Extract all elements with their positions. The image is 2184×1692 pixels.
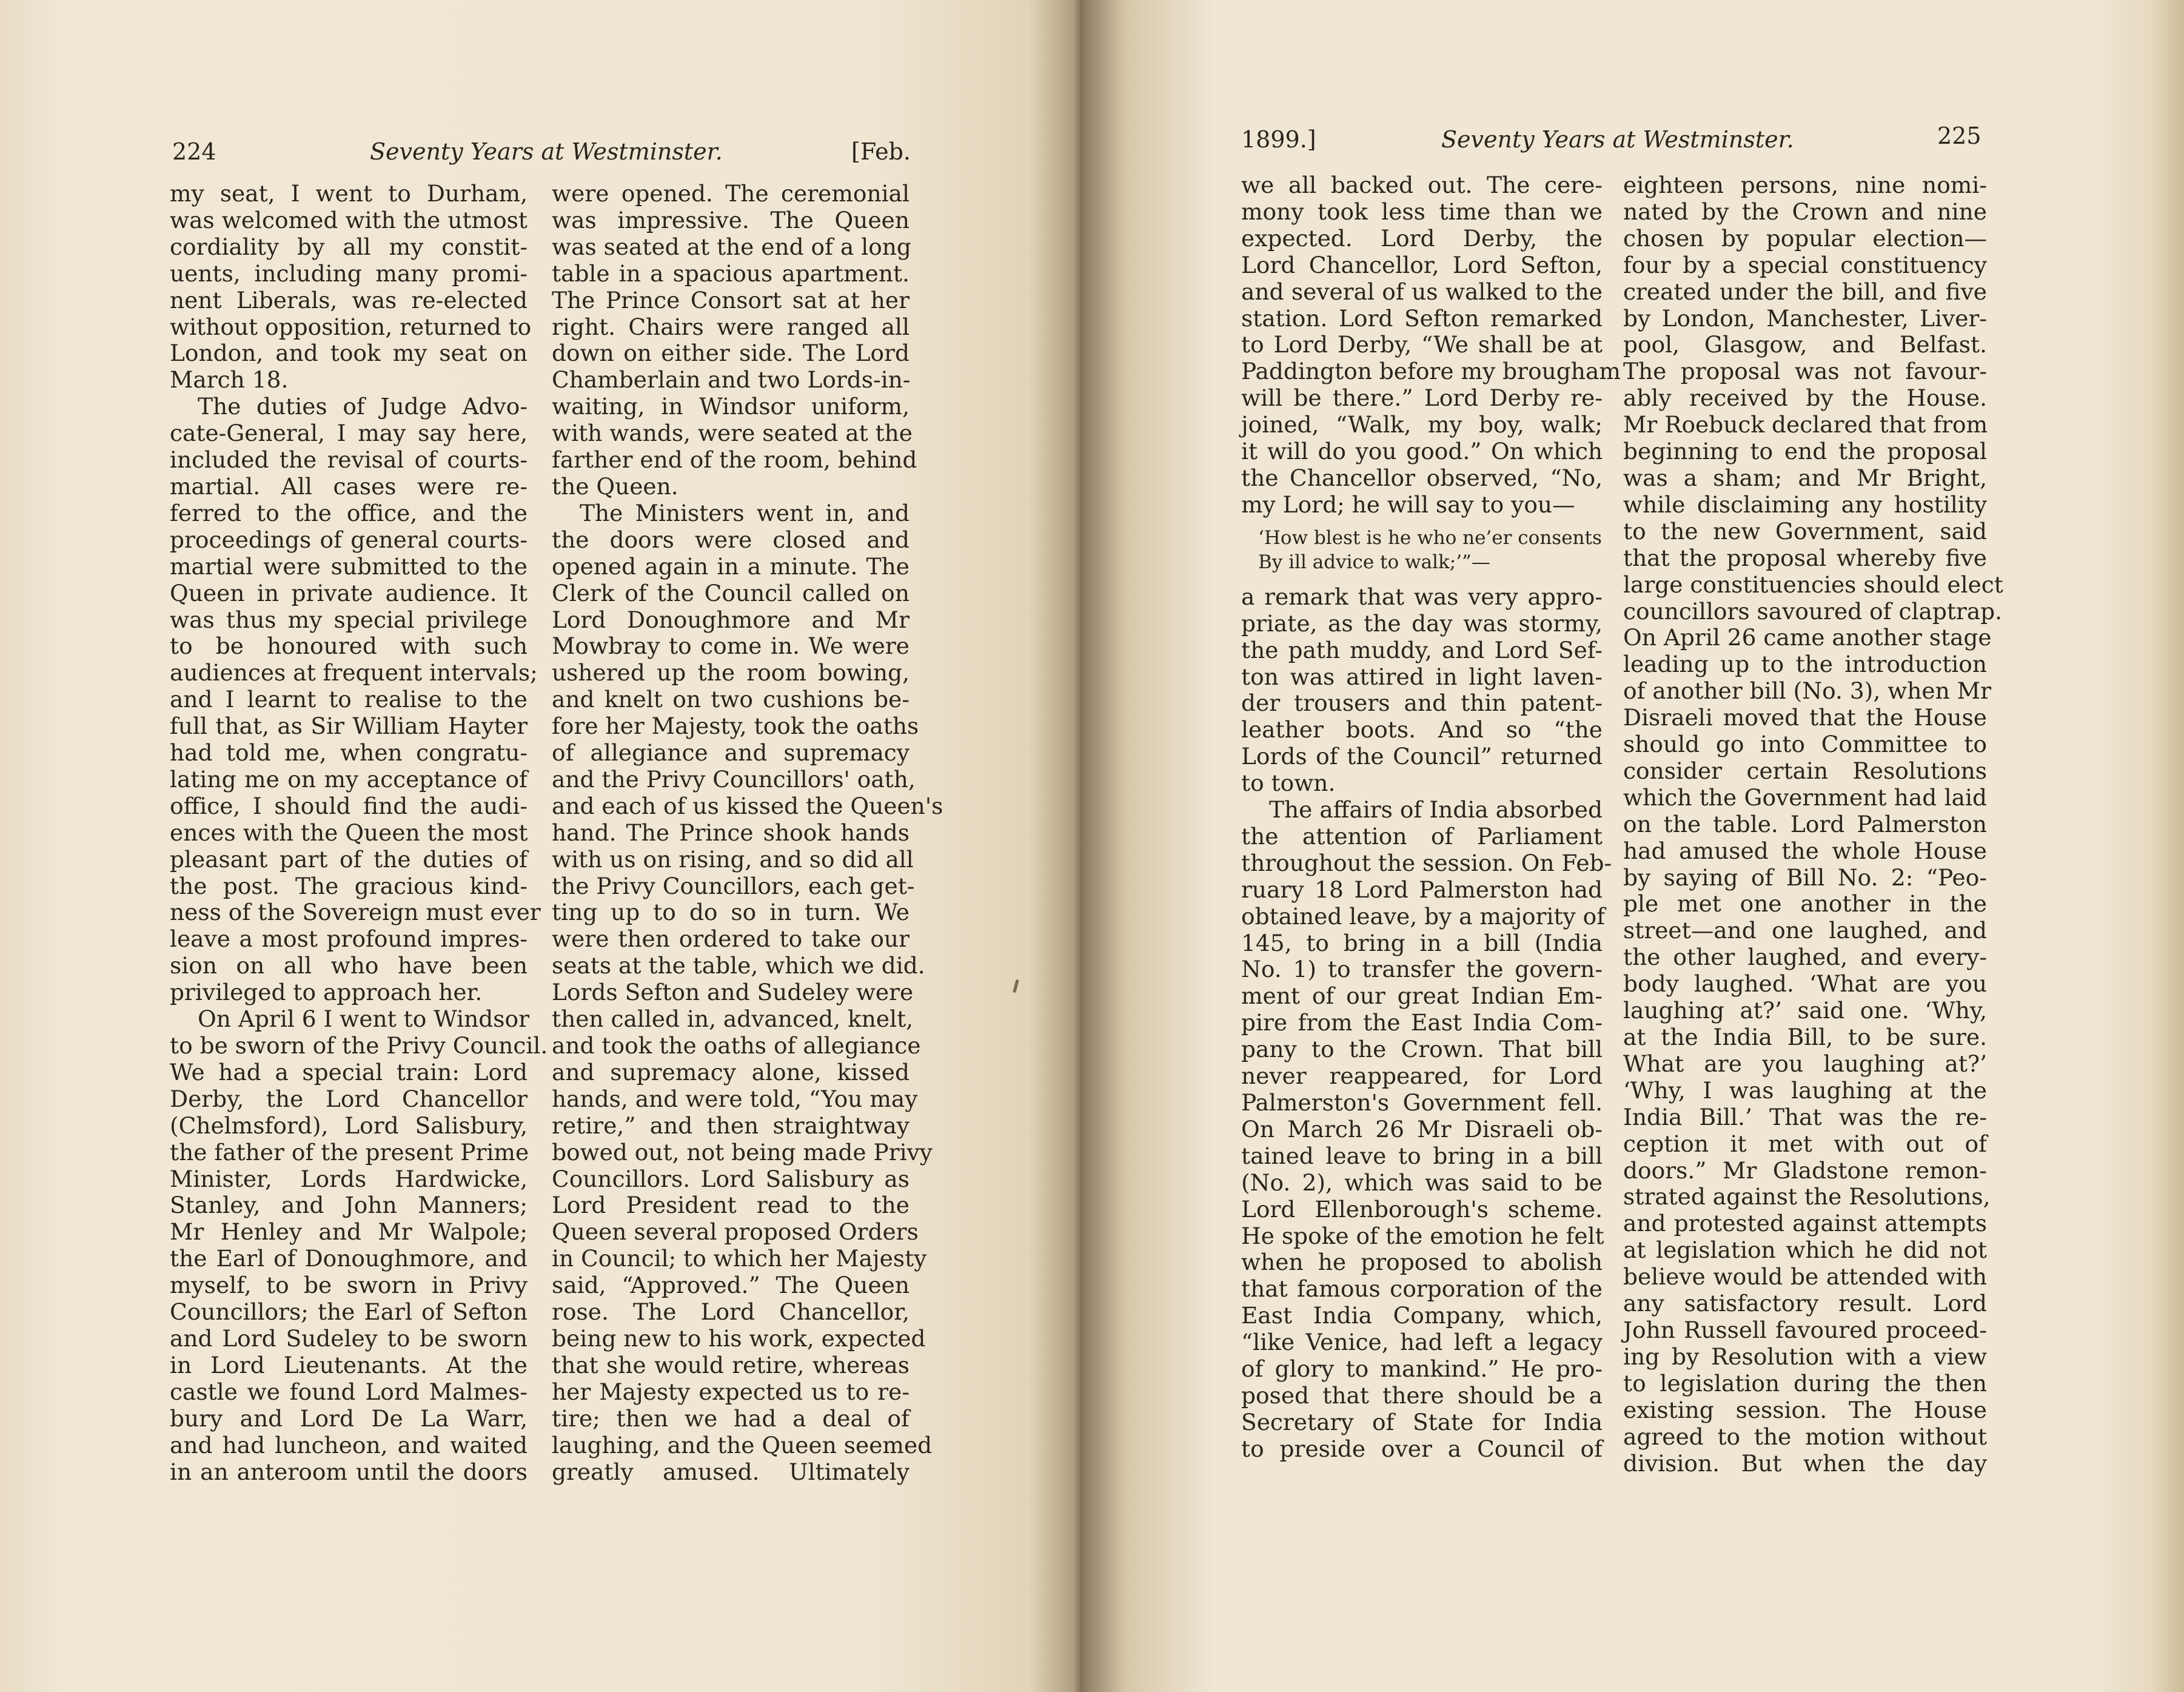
text-line: The Ministers went in, and: [580, 499, 909, 526]
text-line: the Privy Councillors, each get-: [552, 872, 915, 899]
text-line: beginning to end the proposal: [1623, 438, 1987, 465]
text-line: “like Venice, had left a legacy: [1241, 1329, 1603, 1356]
text-line: to legislation during the then: [1623, 1369, 1987, 1397]
text-line: Disraeli moved that the House: [1623, 704, 1987, 731]
text-line: martial. All cases were re-: [170, 472, 528, 500]
text-line: of another bill (No. 3), when Mr: [1623, 677, 1991, 705]
text-line: right. Chairs were ranged all: [552, 313, 909, 340]
text-line: division. But when the day: [1623, 1449, 1987, 1477]
text-line: obtained leave, by a majority of: [1241, 902, 1606, 930]
right-page: [1082, 0, 2184, 1692]
text-line: to town.: [1241, 770, 1336, 797]
text-line: martial were submitted to the: [170, 552, 528, 580]
text-line: The affairs of India absorbed: [1269, 796, 1603, 824]
text-line: down on either side. The Lord: [552, 340, 909, 367]
text-line: was welcomed with the utmost: [170, 206, 528, 233]
text-line: bury and Lord De La Warr,: [170, 1405, 528, 1432]
text-line: and protested against attempts: [1623, 1210, 1987, 1237]
text-line: Queen several proposed Orders: [552, 1218, 919, 1246]
text-line: then called in, advanced, knelt,: [552, 1005, 914, 1033]
text-line: ment of our great Indian Em-: [1241, 982, 1603, 1010]
text-line: March 18.: [170, 366, 289, 394]
text-line: and took the oaths of allegiance: [552, 1032, 921, 1059]
text-line: to preside over a Council of: [1241, 1435, 1603, 1462]
text-line: existing session. The House: [1623, 1396, 1987, 1423]
text-line: India Bill.’ That was the re-: [1623, 1103, 1987, 1130]
text-line: Derby, the Lord Chancellor: [170, 1085, 528, 1112]
text-line: opened again in a minute. The: [552, 552, 909, 580]
text-line: Queen in private audience. It: [170, 579, 528, 606]
text-line: nated by the Crown and nine: [1623, 198, 1987, 225]
text-line: while disclaiming any hostility: [1623, 491, 1987, 518]
text-line: in an anteroom until the doors: [170, 1458, 528, 1485]
text-line: and the Privy Councillors' oath,: [552, 765, 916, 793]
text-line: the attention of Parliament: [1241, 822, 1603, 850]
text-line: rose. The Lord Chancellor,: [552, 1298, 909, 1326]
text-line: we all backed out. The cere-: [1241, 172, 1603, 198]
left-page: [0, 0, 1082, 1692]
paragraph-b: [1241, 583, 1612, 1463]
running-title: [370, 138, 723, 165]
text-line: Paddington before my brougham: [1241, 358, 1621, 385]
text-line: Lords Sefton and Sudeley were: [552, 979, 914, 1006]
text-line: cate-General, I may say here,: [170, 420, 528, 447]
text-line: Clerk of the Council called on: [552, 579, 909, 606]
text-line: 145, to bring in a bill (India: [1241, 929, 1603, 956]
text-line: and supremacy alone, kissed: [552, 1058, 909, 1086]
text-line: a remark that was very appro-: [1241, 583, 1603, 610]
text-line: included the revisal of courts-: [170, 446, 528, 474]
text-line: leave a most profound impres-: [170, 925, 528, 953]
text-line: laughing, and the Queen seemed: [552, 1431, 933, 1459]
text-line: hand. The Prince shook hands: [552, 819, 909, 846]
running-year: 1899.]: [1241, 126, 1316, 153]
text-line: myself, to be sworn in Privy: [170, 1272, 528, 1299]
text-line: ferred to the office, and the: [170, 499, 528, 526]
text-line: her Majesty expected us to re-: [552, 1378, 909, 1405]
text-line: at legislation which he did not: [1623, 1237, 1987, 1264]
text-line: ‘How blest is he who ne’er consents: [1258, 526, 1602, 549]
text-line: was thus my special privilege: [170, 606, 528, 633]
text-line: pire from the East India Com-: [1241, 1009, 1603, 1036]
text-line: with wands, were seated at the: [552, 420, 913, 447]
text-line: never reappeared, for Lord: [1241, 1063, 1603, 1090]
text-line: on the table. Lord Palmerston: [1623, 810, 1987, 838]
text-line: Lord Ellenborough's scheme.: [1241, 1195, 1603, 1223]
text-line: large constituencies should elect: [1623, 571, 2003, 598]
text-line: station. Lord Sefton remarked: [1241, 304, 1603, 332]
text-line: leather boots. And so “the: [1241, 716, 1603, 744]
text-line: Minister, Lords Hardwicke,: [170, 1165, 528, 1192]
page-number: 224: [172, 138, 216, 165]
text-line: to be honoured with such: [170, 633, 528, 660]
text-line: said, “Approved.” The Queen: [552, 1272, 909, 1299]
text-line: had amused the whole House: [1623, 837, 1987, 864]
text-line: and Lord Sudeley to be sworn: [170, 1324, 528, 1352]
text-line: seats at the table, which we did.: [552, 952, 925, 979]
text-line: pleasant part of the duties of: [170, 845, 528, 873]
text-line: and knelt on two cushions be-: [552, 686, 909, 713]
text-line: believe would be attended with: [1623, 1263, 1987, 1291]
text-line: joined, “Walk, my boy, walk;: [1241, 411, 1603, 438]
text-line: that famous corporation of the: [1241, 1275, 1603, 1303]
running-title-text: Seventy Years at Westminster.: [1441, 126, 1794, 153]
text-line: fore her Majesty, took the oaths: [552, 713, 919, 740]
text-line: John Russell favoured proceed-: [1623, 1316, 1987, 1343]
text-line: any satisfactory result. Lord: [1623, 1290, 1987, 1317]
text-line: was impressive. The Queen: [552, 206, 909, 233]
text-line: leading up to the introduction: [1623, 651, 1987, 678]
text-line: and several of us walked to the: [1241, 278, 1603, 305]
text-line: and had luncheon, and waited: [170, 1431, 528, 1459]
text-line: ences with the Queen the most: [170, 819, 528, 846]
text-line: (No. 2), which was said to be: [1241, 1169, 1603, 1196]
text-line: Mr Henley and Mr Walpole;: [170, 1218, 528, 1246]
text-line: No. 1) to transfer the govern-: [1241, 956, 1603, 983]
text-line: castle we found Lord Malmes-: [170, 1378, 528, 1405]
text-line: when he proposed to abolish: [1241, 1249, 1603, 1276]
text-line: ting up to do so in turn. We: [552, 899, 909, 926]
text-line: it will do you good.” On which: [1241, 438, 1603, 465]
text-line: table in a spacious apartment.: [552, 260, 909, 287]
text-line: the path muddy, and Lord Sef-: [1241, 636, 1603, 663]
text-line: retire,” and then straightway: [552, 1112, 909, 1139]
text-line: were opened. The ceremonial: [552, 180, 909, 207]
text-line: cordiality by all my constit-: [170, 233, 528, 260]
text-line: were then ordered to take our: [552, 925, 909, 953]
text-line: We had a special train: Lord: [170, 1058, 528, 1086]
text-column-2: [552, 180, 943, 1485]
text-line: nent Liberals, was re-elected: [170, 286, 528, 314]
text-line: to Lord Derby, “We shall be at: [1241, 331, 1603, 358]
text-line: which the Government had laid: [1623, 784, 1987, 811]
text-line: that the proposal whereby five: [1623, 544, 1987, 571]
text-line: Mr Roebuck declared that from: [1623, 411, 1988, 438]
text-line: Palmerston's Government fell.: [1241, 1089, 1603, 1116]
text-line: the other laughed, and every-: [1623, 944, 1987, 971]
text-line: laughing at?’ said one. ‘Why,: [1623, 997, 1987, 1024]
text-line: Lords of the Council” returned: [1241, 743, 1603, 770]
text-line: waiting, in Windsor uniform,: [552, 393, 909, 420]
text-line: had told me, when congratu-: [170, 739, 528, 767]
running-title: [1441, 126, 1794, 153]
text-line: consider certain Resolutions: [1623, 757, 1987, 784]
text-line: The Prince Consort sat at her: [552, 286, 909, 314]
text-line: (Chelmsford), Lord Salisbury,: [170, 1112, 528, 1139]
text-line: Lord Donoughmore and Mr: [552, 606, 909, 633]
text-line: the Queen.: [552, 472, 678, 500]
text-line: was a sham; and Mr Bright,: [1623, 464, 1987, 491]
text-line: priate, as the day was stormy,: [1241, 609, 1603, 637]
text-line: ruary 18 Lord Palmerston had: [1241, 876, 1603, 903]
text-line: was seated at the end of a long: [552, 233, 911, 260]
text-line: my seat, I went to Durham,: [170, 180, 528, 207]
text-line: audiences at frequent intervals;: [170, 659, 538, 687]
text-line: East India Company, which,: [1241, 1302, 1603, 1329]
text-line: pool, Glasgow, and Belfast.: [1623, 331, 1987, 358]
page-number: 225: [1937, 123, 1981, 149]
text-line: He spoke of the emotion he felt: [1241, 1222, 1604, 1249]
text-line: On April 6 I went to Windsor: [198, 1005, 530, 1033]
text-line: Lord Chancellor, Lord Sefton,: [1241, 251, 1603, 278]
text-line: ple met one another in the: [1623, 890, 1987, 918]
text-line: What are you laughing at?’: [1623, 1050, 1987, 1077]
text-line: ness of the Sovereign must ever: [170, 899, 541, 926]
text-column-1: [170, 180, 548, 1485]
text-line: London, and took my seat on: [170, 340, 528, 367]
text-line: Councillors. Lord Salisbury as: [552, 1165, 909, 1192]
text-line: with us on rising, and so did all: [552, 845, 914, 873]
text-line: sion on all who have been: [170, 952, 528, 979]
text-line: der trousers and thin patent-: [1241, 690, 1603, 717]
text-line: ing by Resolution with a view: [1623, 1343, 1987, 1370]
text-line: that she would retire, whereas: [552, 1351, 909, 1378]
text-line: the post. The gracious kind-: [170, 872, 528, 899]
text-line: ton was attired in light laven-: [1241, 663, 1603, 690]
text-line: to be sworn of the Privy Council.: [170, 1032, 548, 1059]
text-line: tire; then we had a deal of: [552, 1405, 909, 1432]
text-line: Councillors; the Earl of Sefton: [170, 1298, 528, 1326]
text-line: of glory to mankind.” He pro-: [1241, 1355, 1603, 1383]
text-line: in Council; to which her Majesty: [552, 1245, 927, 1272]
text-line: lating me on my acceptance of: [170, 765, 528, 793]
text-line: The duties of Judge Advo-: [198, 393, 528, 420]
text-line: ception it met with out of: [1623, 1130, 1987, 1157]
text-line: On March 26 Mr Disraeli ob-: [1241, 1115, 1603, 1143]
text-line: at the India Bill, to be sure.: [1623, 1024, 1987, 1050]
text-line: by London, Manchester, Liver-: [1623, 304, 1987, 332]
text-line: agreed to the motion without: [1623, 1423, 1987, 1450]
text-line: Stanley, and John Manners;: [170, 1192, 528, 1219]
text-line: body laughed. ‘What are you: [1623, 970, 1987, 998]
running-title-text: Seventy Years at Westminster.: [370, 138, 723, 165]
text-line: full that, as Sir William Hayter: [170, 713, 528, 740]
paragraph-a: [1241, 172, 1621, 519]
text-line: and each of us kissed the Queen's: [552, 792, 943, 819]
text-line: strated against the Resolutions,: [1623, 1183, 1991, 1210]
text-line: posed that there should be a: [1241, 1381, 1603, 1409]
text-line: bowed out, not being made Privy: [552, 1138, 933, 1166]
text-line: without opposition, returned to: [170, 313, 532, 340]
text-line: farther end of the room, behind: [552, 446, 917, 474]
text-line: Lord President read to the: [552, 1192, 909, 1219]
text-line: to the new Government, said: [1623, 517, 1987, 545]
text-line: doors.” Mr Gladstone remon-: [1623, 1157, 1987, 1184]
text-line: proceedings of general courts-: [170, 526, 528, 553]
text-line: chosen by popular election—: [1623, 224, 1987, 252]
text-line: should go into Committee to: [1623, 731, 1987, 758]
text-line: pany to the Crown. That bill: [1241, 1036, 1603, 1063]
text-line: the father of the present Prime: [170, 1138, 529, 1166]
text-line: hands, and were told, “You may: [552, 1085, 918, 1112]
text-line: tained leave to bring in a bill: [1241, 1142, 1603, 1169]
text-line: by saying of Bill No. 2: “Peo-: [1623, 864, 1987, 891]
text-line: will be there.” Lord Derby re-: [1241, 384, 1603, 412]
text-line: Mowbray to come in. We were: [552, 633, 909, 660]
text-line: privileged to approach her.: [170, 979, 483, 1006]
verse-quote: [1241, 526, 1603, 574]
text-line: greatly amused. Ultimately: [552, 1458, 909, 1485]
text-line: four by a special constituency: [1623, 251, 1987, 278]
text-line: ably received by the House.: [1623, 384, 1987, 412]
text-line: street—and one laughed, and: [1623, 917, 1987, 944]
text-line: in Lord Lieutenants. At the: [170, 1351, 528, 1378]
ink-speck: [1013, 979, 1019, 993]
text-line: expected. Lord Derby, the: [1241, 224, 1603, 252]
text-line: my Lord; he will say to you—: [1241, 491, 1575, 518]
text-line: Chamberlain and two Lords-in-: [552, 366, 911, 394]
text-line: office, I should find the audi-: [170, 792, 528, 819]
text-line: being new to his work, expected: [552, 1324, 926, 1352]
text-line: Secretary of State for India: [1241, 1408, 1603, 1435]
text-line: ushered up the room bowing,: [552, 659, 909, 687]
text-line: eighteen persons, nine nomi-: [1623, 172, 1987, 198]
text-line: created under the bill, and five: [1623, 278, 1987, 305]
text-line: the Chancellor observed, “No,: [1241, 464, 1603, 491]
text-line: mony took less time than we: [1241, 198, 1603, 225]
text-line: ‘Why, I was laughing at the: [1623, 1076, 1987, 1104]
text-line: uents, including many promi-: [170, 260, 528, 287]
text-line: By ill advice to walk;’”—: [1258, 551, 1490, 573]
text-line: and I learnt to realise to the: [170, 686, 528, 713]
text-line: the Earl of Donoughmore, and: [170, 1245, 528, 1272]
text-column-2: [1623, 172, 2003, 1477]
text-line: throughout the session. On Feb-: [1241, 849, 1612, 876]
text-line: of allegiance and supremacy: [552, 739, 909, 767]
text-line: The proposal was not favour-: [1623, 358, 1987, 385]
running-month: [Feb.: [851, 138, 911, 165]
text-line: On April 26 came another stage: [1623, 624, 1992, 651]
text-line: councillors savoured of claptrap.: [1623, 597, 2003, 625]
text-line: the doors were closed and: [552, 526, 909, 553]
text-column-1: [1241, 172, 1621, 1463]
